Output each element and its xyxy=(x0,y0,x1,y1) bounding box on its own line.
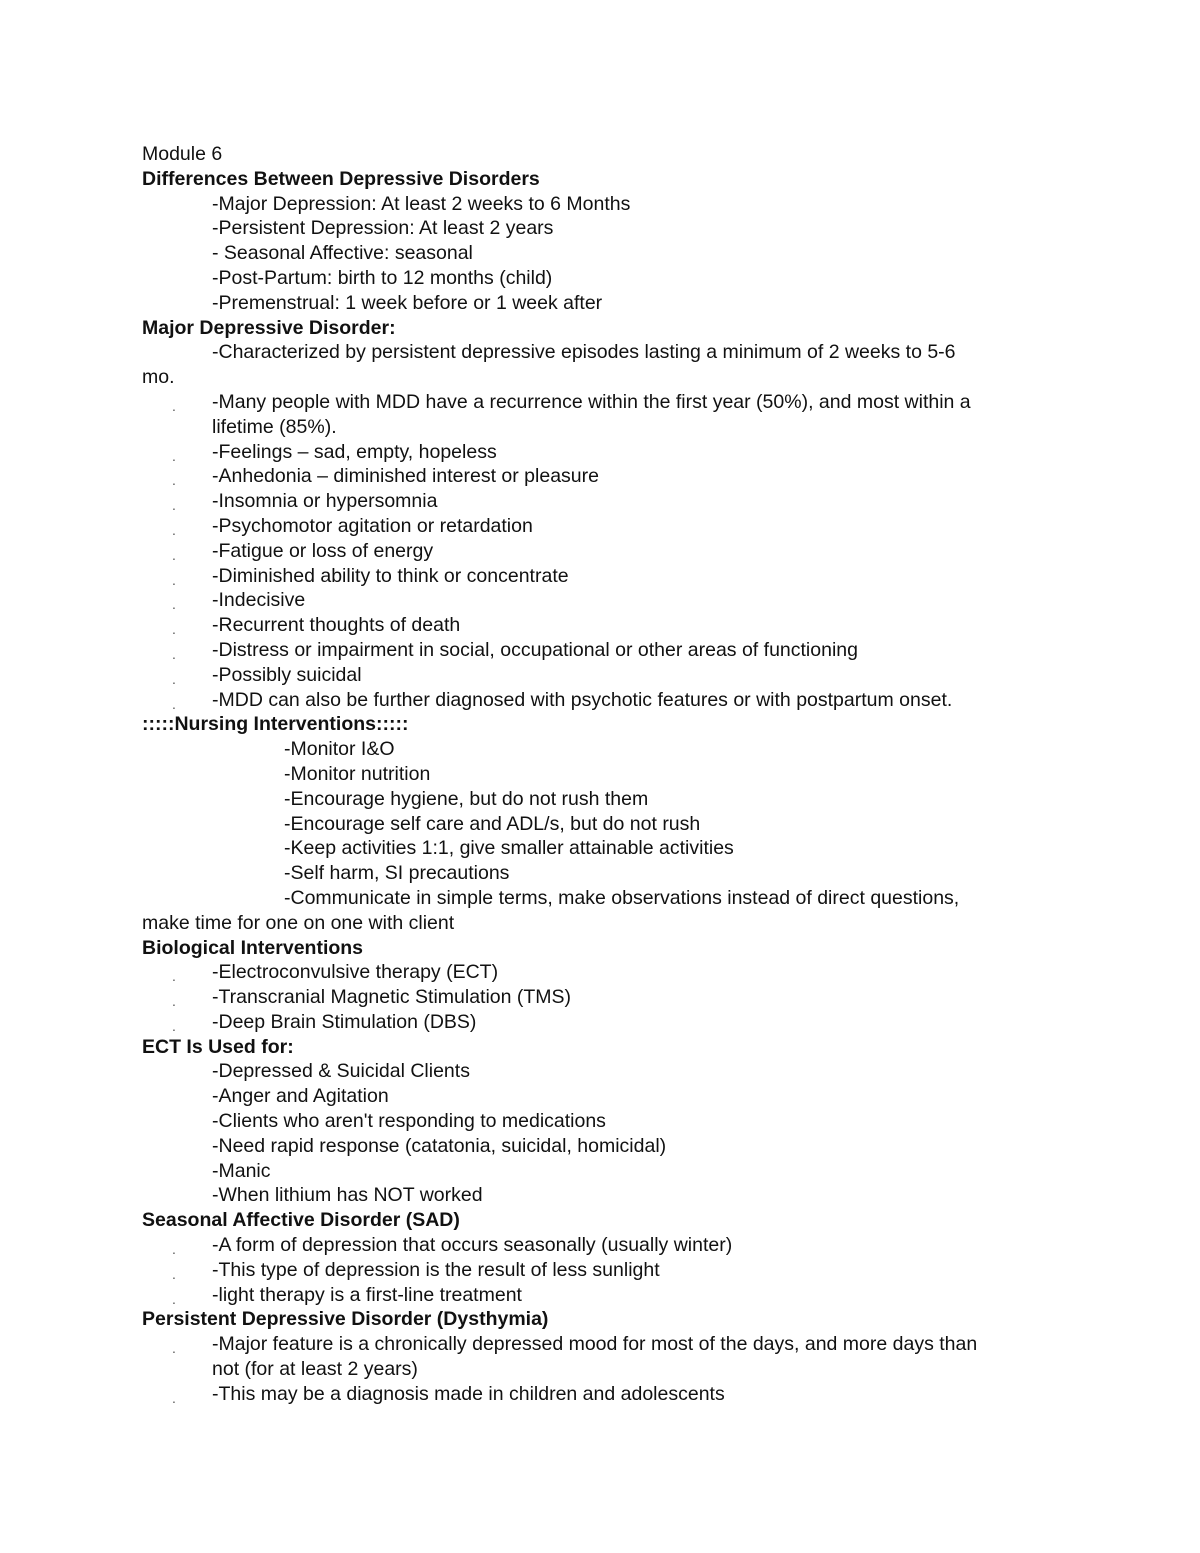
biological-item: . -Electroconvulsive therapy (ECT) xyxy=(142,960,1082,985)
ect-item: -Depressed & Suicidal Clients xyxy=(212,1060,470,1083)
mdd-symptom-item: . -MDD can also be further diagnosed with psychotic features or with postpartum onset. xyxy=(142,688,1082,713)
mdd-symptom-item: . -Recurrent thoughts of death xyxy=(142,613,1082,638)
ect-item: -Manic xyxy=(212,1159,271,1182)
mdd-symptom-item: . -Indecisive xyxy=(142,588,1082,613)
mdd-symptom-item: . -Insomnia or hypersomnia xyxy=(142,489,1082,514)
nursing-item-wrap: make time for one on one with client xyxy=(142,911,455,934)
nursing-item: -Encourage self care and ADL/s, but do not rush xyxy=(284,812,701,835)
mdd-characterized-line: -Characterized by persistent depressive episodes lasting a minimum of 2 weeks to 5-6 xyxy=(212,341,956,364)
mdd-recurrence-wrap: lifetime (85%). xyxy=(212,415,337,438)
nursing-item: -Self harm, SI precautions xyxy=(284,862,510,885)
mdd-symptom-item: . -Feelings – sad, empty, hopeless xyxy=(142,440,1082,465)
differences-item: -Post-Partum: birth to 12 months (child) xyxy=(212,266,553,289)
differences-item: -Major Depression: At least 2 weeks to 6 Months xyxy=(212,192,631,215)
biological-heading: Biological Interventions xyxy=(142,936,364,959)
differences-item: - Seasonal Affective: seasonal xyxy=(212,242,473,265)
biological-item: . -Deep Brain Stimulation (DBS) xyxy=(142,1010,1082,1035)
biological-item: . -Transcranial Magnetic Stimulation (TMS) xyxy=(142,985,1082,1010)
mdd-symptom-item: . -Fatigue or loss of energy xyxy=(142,539,1082,564)
nursing-item: -Encourage hygiene, but do not rush them xyxy=(284,787,649,810)
sad-heading: Seasonal Affective Disorder (SAD) xyxy=(142,1209,460,1232)
mdd-symptom-item: . -Psychomotor agitation or retardation xyxy=(142,514,1082,539)
mdd-symptom-item: . -Anhedonia – diminished interest or pleasure xyxy=(142,464,1082,489)
mdd-characterized-wrap: mo. xyxy=(142,366,175,389)
mdd-symptom-item: . -Possibly suicidal xyxy=(142,663,1082,688)
module-title: Module 6 xyxy=(142,143,223,165)
pdd-item: . -This may be a diagnosis made in children and adolescents xyxy=(142,1382,1082,1407)
pdd-feature-line: . -Major feature is a chronically depressed mood for most of the days, and more days than xyxy=(142,1332,1082,1357)
ect-item: -Clients who aren't responding to medications xyxy=(212,1110,606,1133)
nursing-item: -Monitor I&O xyxy=(284,738,395,761)
mdd-heading: Major Depressive Disorder: xyxy=(142,316,396,339)
ect-item: -When lithium has NOT worked xyxy=(212,1184,483,1207)
nursing-item: -Communicate in simple terms, make observations instead of direct questions, xyxy=(284,886,960,909)
ect-item: -Need rapid response (catatonia, suicidal, homicidal) xyxy=(212,1134,667,1157)
nursing-heading: :::::Nursing Interventions::::: xyxy=(142,713,409,736)
mdd-symptom-item: . -Diminished ability to think or concentrate xyxy=(142,564,1082,589)
sad-item: . -This type of depression is the result of less sunlight xyxy=(142,1258,1082,1283)
sad-item: . -A form of depression that occurs seasonally (usually winter) xyxy=(142,1233,1082,1258)
differences-item: -Persistent Depression: At least 2 years xyxy=(212,217,554,240)
sad-item: . -light therapy is a first-line treatment xyxy=(142,1283,1082,1308)
ect-heading: ECT Is Used for: xyxy=(142,1035,294,1058)
pdd-heading: Persistent Depressive Disorder (Dysthymia) xyxy=(142,1308,549,1331)
differences-heading: Differences Between Depressive Disorders xyxy=(142,167,540,190)
document-page xyxy=(142,142,1082,1407)
pdd-feature-wrap: not (for at least 2 years) xyxy=(212,1358,418,1381)
differences-item: -Premenstrual: 1 week before or 1 week after xyxy=(212,291,603,314)
nursing-item: -Monitor nutrition xyxy=(284,762,431,785)
mdd-symptom-item: . -Distress or impairment in social, occupational or other areas of functioning xyxy=(142,638,1082,663)
nursing-item: -Keep activities 1:1, give smaller attainable activities xyxy=(284,837,734,860)
mdd-recurrence-line: . -Many people with MDD have a recurrence within the first year (50%), and most within a xyxy=(142,390,1082,415)
ect-item: -Anger and Agitation xyxy=(212,1085,389,1108)
